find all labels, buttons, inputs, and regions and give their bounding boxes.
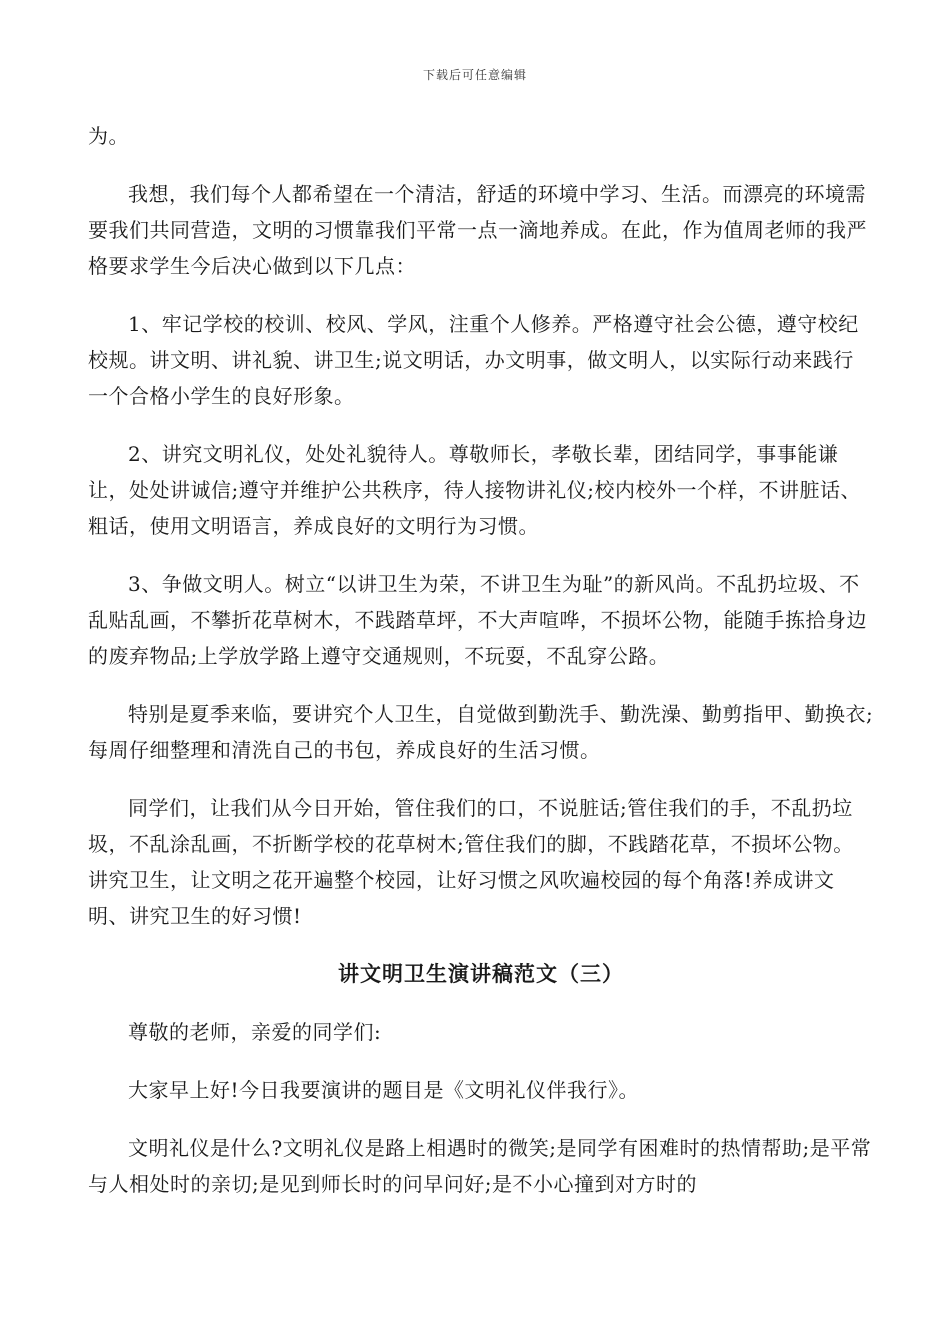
paragraph: 我想，我们每个人都希望在一个清洁，舒适的环境中学习、生活。而漂亮的环境需要我们共同营造，文明的习惯靠我们平常一点一滴地养成。在此，作为值周老师的我严格要求学生今后决心做到以下几点： <box>88 182 867 278</box>
salutation: 尊敬的老师，亲爱的同学们: <box>128 1020 382 1044</box>
paragraph: 3、争做文明人。树立“以讲卫生为荣，不讲卫生为耻”的新风尚。不乱扔垃圾、不乱贴乱画，不攀折花草树木，不践踏草坪，不大声喧哗，不损坏公物，能随手拣拾身边的废弃物品;上学放学路上遵守交通规则，不玩耍，不乱穿公路。 <box>88 572 867 668</box>
paragraph: 2、讲究文明礼仪，处处礼貌待人。尊敬师长，孝敬长辈，团结同学，事事能谦让，处处讲诚信;遵守并维护公共秩序，待人接物讲礼仪;校内校外一个样，不讲脏话、粗话，使用文明语言，养成良好的文明行为习惯。 <box>88 442 861 538</box>
paragraph: 特别是夏季来临，要讲究个人卫生，自觉做到勤洗手、勤洗澡、勤剪指甲、勤换衣;每周仔细整理和清洗自己的书包，养成良好的生活习惯。 <box>88 702 874 762</box>
paragraph: 大家早上好!今日我要演讲的题目是《文明礼仪伴我行》。 <box>128 1078 640 1102</box>
paragraph: 为。 <box>88 124 129 148</box>
paragraph: 1、牢记学校的校训、校风、学风，注重个人修养。严格遵守社会公德，遵守校纪校规。讲文明、讲礼貌、讲卫生;说文明话，办文明事，做文明人，以实际行动来践行一个合格小学生的良好形象。 <box>88 312 859 408</box>
header-note: 下载后可任意编辑 <box>422 68 527 82</box>
document-body <box>88 118 874 1224</box>
section-title: 讲文明卫生演讲稿范文（三） <box>338 961 624 986</box>
paragraph: 文明礼仪是什么?文明礼仪是路上相遇时的微笑;是同学有困难时的热情帮助;是平常与人相处时的亲切;是见到师长时的问早问好;是不小心撞到对方时的 <box>88 1136 872 1196</box>
paragraph: 同学们，让我们从今日开始，管住我们的口，不说脏话;管住我们的手，不乱扔垃圾，不乱涂乱画，不折断学校的花草树木;管住我们的脚，不践踏花草，不损坏公物。讲究卫生，让文明之花开遍整个校园，让好习惯之风吹遍校园的每个角落!养成讲文明、讲究卫生的好习惯! <box>88 796 854 928</box>
